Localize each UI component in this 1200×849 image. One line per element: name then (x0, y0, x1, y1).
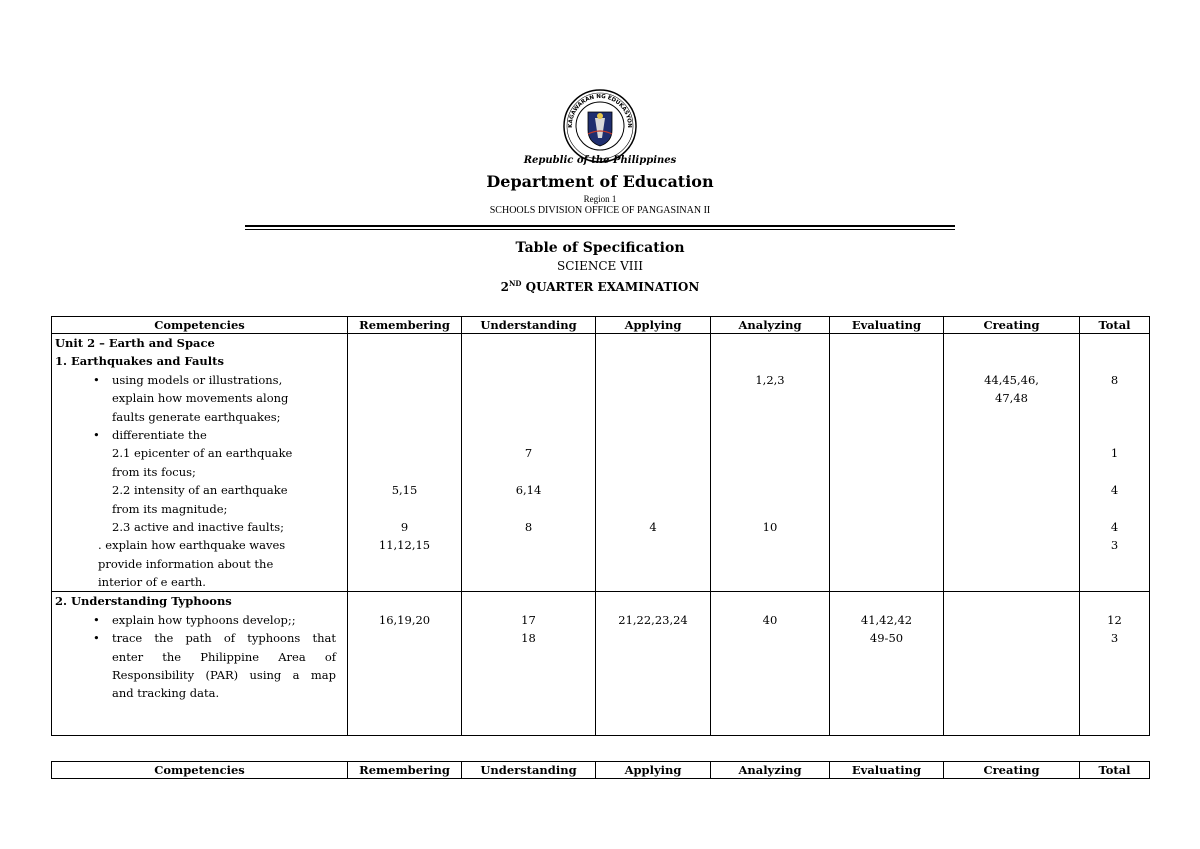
remembering-value (351, 573, 458, 591)
analyzing-value: 40 (762, 612, 778, 627)
competency-line: from its focus; (112, 464, 196, 479)
applying-value (599, 666, 707, 684)
remembering-value (351, 500, 458, 518)
total-value (1083, 352, 1146, 370)
analyzing-value (714, 481, 826, 499)
creating-cell (944, 334, 1080, 592)
total-cell (1080, 334, 1150, 592)
competency-line: interior of e earth. (98, 575, 206, 590)
understanding-value (465, 592, 592, 610)
remembering-cell (348, 592, 462, 736)
applying-value (599, 536, 707, 554)
remembering-value (351, 648, 458, 666)
analyzing-value (714, 648, 826, 666)
creating-value (947, 500, 1076, 518)
total-value (1083, 684, 1146, 702)
competencies-cell (52, 592, 348, 736)
understanding-value (465, 408, 592, 426)
analyzing-value (714, 426, 826, 444)
creating-value (947, 463, 1076, 481)
evaluating-value (833, 592, 940, 610)
header-analyzing: Analyzing (711, 317, 830, 334)
applying-value (599, 334, 707, 352)
creating-value (947, 611, 1076, 629)
competency-line: and tracking data. (112, 686, 220, 701)
remembering-value: 5,15 (391, 483, 418, 498)
table-row (52, 334, 1150, 592)
applying-value: 4 (649, 519, 657, 534)
header-total: Total (1080, 762, 1150, 779)
total-value: 4 (1110, 519, 1119, 534)
total-value: 8 (1110, 372, 1119, 387)
evaluating-value (833, 481, 940, 499)
applying-cell (596, 592, 711, 736)
analyzing-value (714, 684, 826, 702)
header-creating: Creating (944, 762, 1080, 779)
total-value (1083, 408, 1146, 426)
creating-value (947, 536, 1076, 554)
applying-cell (596, 334, 711, 592)
evaluating-value: 49-50 (869, 631, 904, 646)
analyzing-value (714, 500, 826, 518)
understanding-value (465, 648, 592, 666)
evaluating-value (833, 518, 940, 536)
analyzing-value (714, 352, 826, 370)
creating-value (947, 334, 1076, 352)
total-value: 12 (1107, 612, 1122, 627)
evaluating-value (833, 371, 940, 389)
remembering-value (351, 684, 458, 702)
competency-line: 2.2 intensity of an earthquake (112, 483, 288, 498)
remembering-value (351, 629, 458, 647)
creating-value: 44,45,46, (984, 372, 1039, 387)
evaluating-value (833, 573, 940, 591)
analyzing-value (714, 408, 826, 426)
analyzing-value (714, 629, 826, 647)
evaluating-value (833, 444, 940, 462)
evaluating-value (833, 408, 940, 426)
creating-value (947, 352, 1076, 370)
evaluating-value (833, 684, 940, 702)
understanding-value (465, 334, 592, 352)
table-row (52, 592, 1150, 736)
evaluating-value (833, 648, 940, 666)
applying-value (599, 629, 707, 647)
remembering-value (351, 555, 458, 573)
evaluating-value (833, 536, 940, 554)
applying-value (599, 444, 707, 462)
total-value (1083, 389, 1146, 407)
remembering-value (351, 666, 458, 684)
header-remembering: Remembering (348, 762, 462, 779)
understanding-value (465, 389, 592, 407)
total-cell (1080, 592, 1150, 736)
remembering-value: 9 (400, 519, 409, 534)
total-value: 1 (1110, 446, 1119, 461)
total-value (1083, 573, 1146, 591)
understanding-value (465, 500, 592, 518)
total-value (1083, 648, 1146, 666)
applying-value (599, 371, 707, 389)
understanding-value: 7 (524, 446, 533, 461)
competency-line: Responsibility (PAR) using a map (112, 668, 336, 683)
applying-value (599, 592, 707, 610)
evaluating-value (833, 463, 940, 481)
understanding-value (465, 463, 592, 481)
remembering-value (351, 389, 458, 407)
total-value (1083, 666, 1146, 684)
remembering-cell (348, 334, 462, 592)
competency-line: provide information about the (98, 556, 274, 571)
analyzing-value (714, 592, 826, 610)
header-competencies: Competencies (52, 762, 348, 779)
evaluating-value (833, 666, 940, 684)
unit-heading: Unit 2 – Earth and Space (55, 336, 215, 350)
header-understanding: Understanding (462, 762, 596, 779)
understanding-cell (462, 334, 596, 592)
competency-item: • differentiate the (55, 426, 344, 444)
total-value: 4 (1110, 483, 1119, 498)
total-value (1083, 592, 1146, 610)
creating-value (947, 408, 1076, 426)
header-creating: Creating (944, 317, 1080, 334)
analyzing-value (714, 555, 826, 573)
analyzing-value (714, 444, 826, 462)
applying-value (599, 555, 707, 573)
remembering-value (351, 444, 458, 462)
evaluating-value (833, 426, 940, 444)
evaluating-value (833, 500, 940, 518)
creating-value (947, 592, 1076, 610)
creating-value (947, 684, 1076, 702)
total-value (1083, 555, 1146, 573)
applying-value (599, 408, 707, 426)
applying-value (599, 389, 707, 407)
understanding-value (465, 573, 592, 591)
header-remembering: Remembering (348, 317, 462, 334)
understanding-value: 18 (521, 631, 536, 646)
department-label: Department of Education (486, 172, 714, 191)
svg-text:KAGAWARAN NG EDUKASYON: KAGAWARAN NG EDUKASYON (567, 93, 633, 128)
total-value (1083, 334, 1146, 352)
header-total: Total (1080, 317, 1150, 334)
creating-value (947, 444, 1076, 462)
total-value (1083, 500, 1146, 518)
creating-value (947, 426, 1076, 444)
deped-seal-logo (562, 88, 638, 164)
header-divider-thick (245, 225, 955, 227)
document-title: Table of Specification (515, 240, 685, 256)
header-divider-thin (245, 229, 955, 230)
understanding-value (465, 536, 592, 554)
understanding-value (465, 426, 592, 444)
remembering-value (351, 426, 458, 444)
evaluating-value (833, 334, 940, 352)
competency-item: • using models or illustrations, (55, 371, 344, 389)
competency-line: 2.3 active and inactive faults; (112, 519, 285, 534)
competency-line: explain how movements along (112, 391, 289, 406)
creating-value (947, 629, 1076, 647)
understanding-value: 6,14 (515, 483, 542, 498)
total-value (1083, 463, 1146, 481)
creating-value: 47,48 (995, 391, 1028, 406)
header-understanding: Understanding (462, 317, 596, 334)
evaluating-value (833, 389, 940, 407)
specification-table (51, 316, 1150, 736)
applying-value (599, 481, 707, 499)
evaluating-value (833, 352, 940, 370)
creating-value (947, 666, 1076, 684)
competency-line: from its magnitude; (112, 501, 228, 516)
header-applying: Applying (596, 317, 711, 334)
creating-value (947, 573, 1076, 591)
remembering-value (351, 334, 458, 352)
creating-value (947, 518, 1076, 536)
understanding-cell (462, 592, 596, 736)
remembering-value (351, 408, 458, 426)
applying-value (599, 648, 707, 666)
total-value: 3 (1110, 538, 1119, 553)
topic-heading: 2. Understanding Typhoons (55, 594, 232, 609)
evaluating-value: 41,42,42 (860, 612, 913, 627)
remembering-value (351, 592, 458, 610)
remembering-value (351, 371, 458, 389)
table-header-row (52, 762, 1150, 779)
understanding-value (465, 666, 592, 684)
total-value (1083, 426, 1146, 444)
topic-heading: 1. Earthquakes and Faults (55, 354, 224, 369)
analyzing-value (714, 334, 826, 352)
analyzing-value: 1,2,3 (755, 372, 785, 387)
header-analyzing: Analyzing (711, 762, 830, 779)
analyzing-value (714, 463, 826, 481)
creating-value (947, 555, 1076, 573)
header-evaluating: Evaluating (830, 317, 944, 334)
competency-line: enter the Philippine Area of (112, 649, 336, 664)
competency-line: 2.1 epicenter of an earthquake (112, 446, 293, 461)
header-applying: Applying (596, 762, 711, 779)
remembering-value (351, 352, 458, 370)
header-evaluating: Evaluating (830, 762, 944, 779)
analyzing-value (714, 536, 826, 554)
creating-value (947, 648, 1076, 666)
understanding-value (465, 684, 592, 702)
analyzing-value (714, 666, 826, 684)
specification-table-continued (51, 761, 1150, 779)
creating-value (947, 481, 1076, 499)
applying-value: 21,22,23,24 (618, 612, 688, 627)
creating-cell (944, 592, 1080, 736)
applying-value (599, 463, 707, 481)
table-header-row (52, 317, 1150, 334)
remembering-value: 16,19,20 (378, 612, 431, 627)
subject-title: SCIENCE VIII (556, 259, 644, 273)
applying-value (599, 352, 707, 370)
analyzing-value (714, 573, 826, 591)
competency-item: • trace the path of typhoons that (55, 629, 344, 647)
competency-item: . explain how earthquake waves (98, 538, 286, 553)
evaluating-cell (830, 592, 944, 736)
applying-value (599, 684, 707, 702)
understanding-value (465, 352, 592, 370)
evaluating-cell (830, 334, 944, 592)
understanding-value: 17 (521, 612, 536, 627)
division-office-label: SCHOOLS DIVISION OFFICE OF PANGASINAN II (489, 205, 711, 216)
applying-value (599, 426, 707, 444)
analyzing-cell (711, 334, 830, 592)
region-label: Region 1 (583, 194, 617, 204)
applying-value (599, 500, 707, 518)
analyzing-value: 10 (762, 519, 778, 534)
republic-label: Republic of the Philippines (523, 155, 677, 166)
understanding-value (465, 555, 592, 573)
analyzing-value (714, 389, 826, 407)
competency-line: faults generate earthquakes; (112, 409, 281, 424)
understanding-value (465, 371, 592, 389)
header-competencies: Competencies (52, 317, 348, 334)
remembering-value: 11,12,15 (378, 538, 431, 553)
remembering-value (351, 463, 458, 481)
applying-value (599, 573, 707, 591)
quarter-title: 2ND QUARTER EXAMINATION (500, 279, 700, 294)
total-value: 3 (1110, 631, 1119, 646)
competencies-cell (52, 334, 348, 592)
analyzing-cell (711, 592, 830, 736)
understanding-value: 8 (524, 519, 533, 534)
competency-item: • explain how typhoons develop;; (55, 611, 344, 629)
evaluating-value (833, 555, 940, 573)
